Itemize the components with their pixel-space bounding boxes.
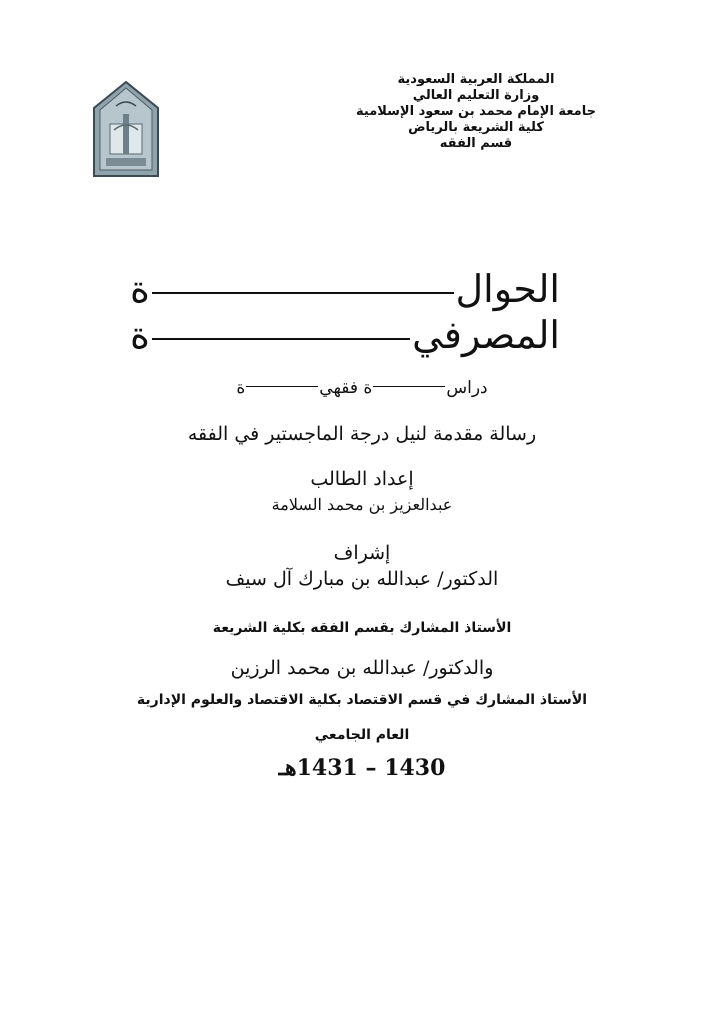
study-type xyxy=(0,378,724,398)
study-part1: دراس xyxy=(446,378,488,398)
prepared-by-label: إعداد الطالب xyxy=(310,468,414,490)
supervisor-2-title: الأستاذ المشارك في قسم الاقتصاد بكلية الاقتصاد والعلوم الإدارية xyxy=(136,692,588,708)
title2-end: ة xyxy=(130,313,150,357)
title2-kashida xyxy=(152,338,410,340)
study-part3: ة xyxy=(236,378,246,398)
title2-start: المصرفي xyxy=(412,313,560,357)
supervisor-2-name: والدكتور/ عبدالله بن محمد الرزين xyxy=(230,657,494,679)
university-emblem-icon xyxy=(92,80,160,178)
academic-years xyxy=(0,755,724,781)
study-part2: ة فقهي xyxy=(319,378,373,398)
main-title-line2 xyxy=(130,314,560,356)
student-name: عبدالعزيز بن محمد السلامة xyxy=(271,495,453,514)
header-line-country: المملكة العربية السعودية xyxy=(397,72,555,87)
header-line-department: قسم الفقه xyxy=(439,136,513,151)
header-line-university: جامعة الإمام محمد بن سعود الإسلامية xyxy=(356,104,596,119)
title1-start: الحوال xyxy=(455,267,560,311)
study-kashida1 xyxy=(373,386,445,387)
academic-years-value: 1430 – 1431هـ xyxy=(278,755,446,781)
supervisor-1-name: الدكتور/ عبدالله بن مبارك آل سيف xyxy=(225,568,499,590)
supervisor-1-title: الأستاذ المشارك بقسم الفقه بكلية الشريعة xyxy=(212,620,512,636)
title1-end: ة xyxy=(130,267,150,311)
thesis-statement: رسالة مقدمة لنيل درجة الماجستير في الفقه xyxy=(187,423,537,445)
ministry-header xyxy=(346,72,606,152)
header-line-ministry: وزارة التعليم العالي xyxy=(412,88,540,103)
academic-year-label: العام الجامعي xyxy=(314,727,410,743)
study-kashida2 xyxy=(246,386,318,387)
supervision-label: إشراف xyxy=(333,542,391,564)
header-line-college: كلية الشريعة بالرياض xyxy=(408,120,544,135)
main-title-line1 xyxy=(130,268,560,310)
title1-kashida xyxy=(152,292,454,294)
